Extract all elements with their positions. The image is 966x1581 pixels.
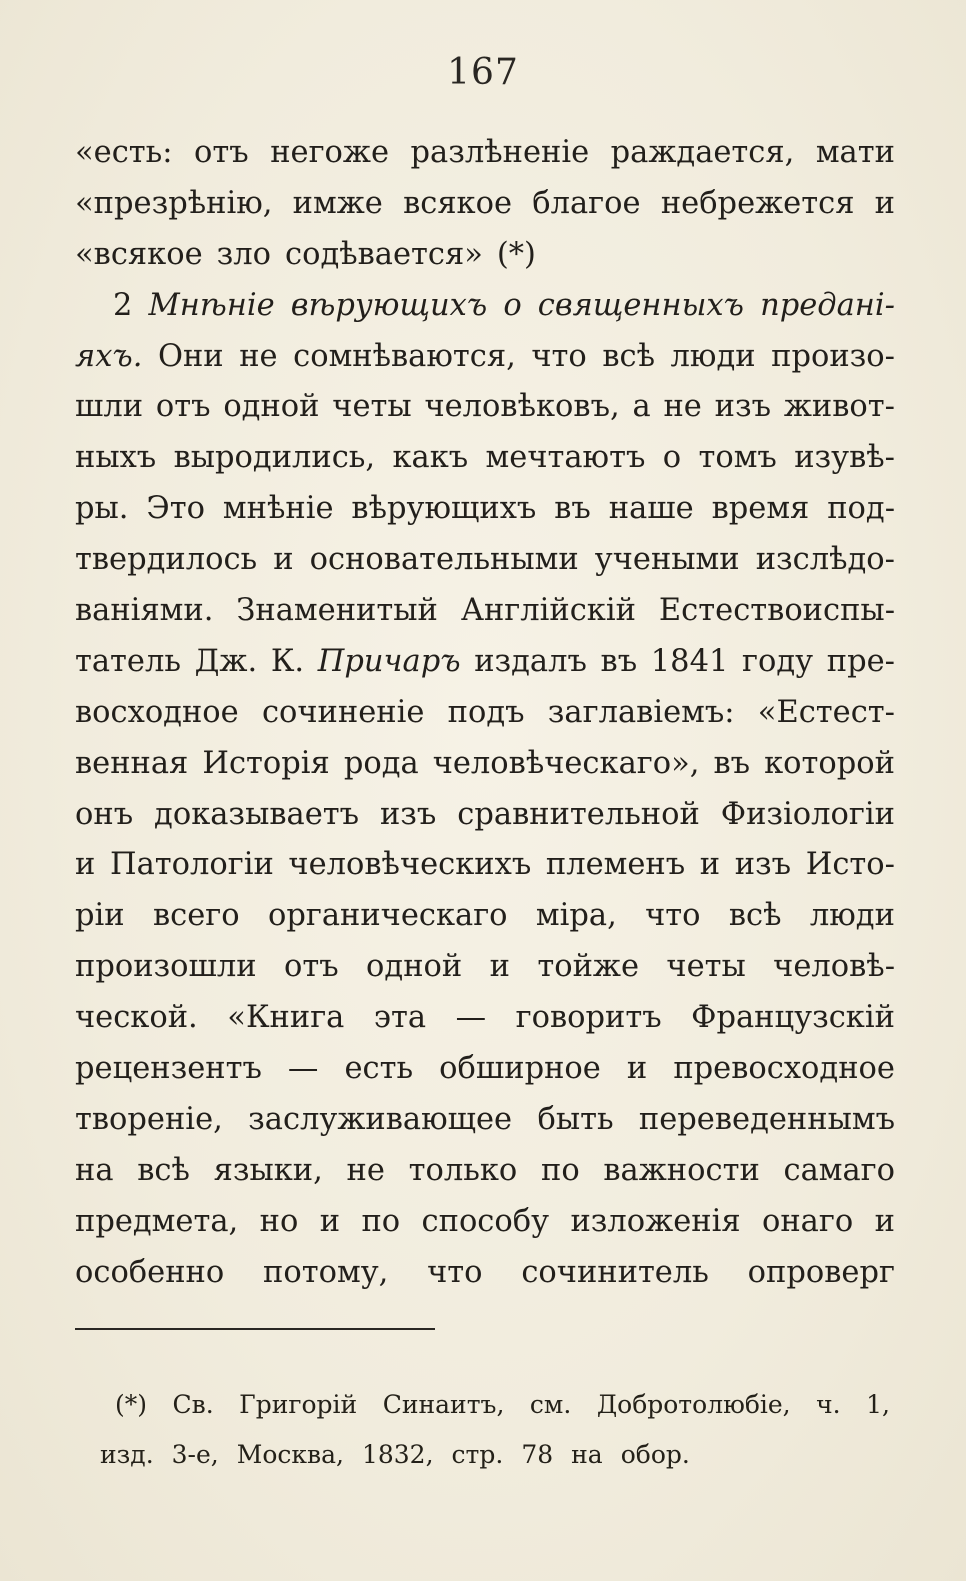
word: томъ [698, 440, 777, 476]
word: восходное [75, 694, 239, 730]
word: самаго [783, 1152, 895, 1188]
footnote-word: обор. [620, 1440, 690, 1469]
text-line [75, 1146, 895, 1197]
word: что [645, 898, 701, 934]
word: всѣ [728, 898, 782, 934]
word: Они [157, 338, 224, 374]
word: рецензентъ [75, 1051, 262, 1087]
word: священныхъ [537, 287, 744, 323]
footnote-word: 1, [866, 1390, 890, 1419]
word: но [259, 1203, 299, 1239]
footnote-word: ч. [816, 1390, 841, 1419]
word: твердилось [75, 542, 258, 578]
word: изъ [734, 847, 792, 883]
text-line [75, 535, 895, 586]
word: К. [270, 643, 305, 679]
text-line [75, 281, 895, 332]
footnotes [100, 1380, 890, 1480]
word: языки, [213, 1152, 323, 1188]
footnote-word: Добротолюбіе, [596, 1390, 791, 1419]
footnote-word: Синаитъ, [382, 1390, 505, 1419]
word: благое [532, 185, 641, 221]
footnote-line [100, 1430, 890, 1480]
word: на [75, 1152, 114, 1188]
footnote-word: Св. [172, 1390, 214, 1419]
word: твореніе, [75, 1101, 223, 1137]
word: имже [292, 185, 383, 221]
text-line [75, 128, 895, 179]
word: отъ [284, 949, 339, 985]
word: Французскій [691, 1000, 895, 1036]
word: превосходное [673, 1051, 895, 1087]
word: о [503, 287, 522, 323]
text-line [75, 179, 895, 230]
word: человѣ- [773, 949, 895, 985]
word: разлѣненіе [410, 135, 590, 170]
word: Исторія [202, 745, 330, 781]
text-line [75, 790, 895, 841]
word: зло [216, 236, 272, 272]
word: изъ [379, 796, 437, 832]
word: въ [600, 643, 638, 679]
word: какъ [392, 440, 469, 476]
word: подъ [447, 694, 525, 730]
text-line [75, 637, 895, 688]
word: сочиненіе [261, 694, 425, 730]
text-line [75, 1248, 895, 1299]
word: и [626, 1051, 648, 1087]
footnote-word: 78 [521, 1440, 554, 1469]
footnote-word: Григорій [239, 1390, 358, 1419]
word: мати [815, 135, 895, 170]
word: есть [344, 1051, 414, 1087]
word: ваніями. [75, 593, 214, 629]
word: четы [666, 949, 746, 985]
word: по [540, 1152, 580, 1188]
word: всего [152, 898, 240, 934]
word: Англійскій [460, 593, 636, 629]
text-line [75, 1095, 895, 1146]
word: и [489, 949, 510, 985]
word: онъ [75, 796, 134, 832]
text-line [75, 230, 895, 281]
word: отъ [194, 135, 249, 170]
word: отъ [155, 389, 211, 425]
footnote-word: см. [529, 1390, 572, 1419]
word: раждается, [610, 135, 795, 170]
word: всѣ [137, 1152, 190, 1188]
word: что [531, 338, 587, 374]
word: и [319, 1203, 341, 1239]
word: обширное [439, 1051, 601, 1087]
word: пре- [826, 643, 895, 679]
word: рода [343, 745, 419, 781]
word: особенно [75, 1254, 225, 1290]
text-line [75, 1197, 895, 1248]
word: 1841 [650, 643, 729, 679]
word: предані- [760, 287, 895, 323]
word: Физіологіи [720, 796, 895, 832]
word: человѣческихъ [288, 847, 532, 883]
footnote-line [100, 1380, 890, 1430]
word: ріи [75, 898, 125, 934]
word: племенъ [545, 847, 686, 883]
footnote-word: 3-е, [171, 1440, 219, 1469]
text-line [75, 433, 895, 484]
word: Естествоиспы- [658, 593, 895, 629]
word: изслѣдо- [755, 542, 895, 578]
word: міра, [535, 898, 617, 934]
word: Причаръ [317, 643, 461, 679]
footnote-word: изд. [100, 1440, 154, 1469]
word: вѣрующихъ [290, 287, 488, 323]
word: люди [809, 898, 895, 934]
word: быть [537, 1101, 614, 1137]
footnote-word: (*) [115, 1390, 148, 1419]
word: переведеннымъ [638, 1101, 895, 1137]
word: человѣческаго», [432, 745, 700, 781]
word: Дж. [194, 643, 258, 679]
word: венная [75, 745, 189, 781]
word: только [408, 1152, 518, 1188]
word: люди [670, 338, 756, 374]
word: произошли [75, 949, 257, 985]
text-line [75, 993, 895, 1044]
word: под- [827, 491, 895, 527]
word: сомнѣваются, [293, 338, 516, 374]
word: и [874, 1203, 895, 1239]
word: ныхъ [75, 440, 157, 476]
word: яхъ. [75, 338, 143, 374]
word: а [632, 389, 651, 425]
word: заглавіемъ: [547, 694, 735, 730]
word: одной [223, 389, 320, 425]
word: сравнительной [457, 796, 700, 832]
word: и [273, 542, 294, 578]
body-text [75, 128, 895, 1298]
word: сочинитель [521, 1254, 709, 1290]
text-line [75, 739, 895, 790]
word: «Естест- [757, 694, 895, 730]
word: изложенія [570, 1203, 741, 1239]
word: Это [146, 491, 205, 527]
text-line [75, 840, 895, 891]
word: Знаменитый [236, 593, 438, 629]
word: произо- [771, 338, 895, 374]
word: эта [373, 1000, 427, 1036]
word: ры. [75, 491, 129, 527]
word: по [361, 1203, 401, 1239]
text-line [75, 891, 895, 942]
word: не [663, 389, 702, 425]
word: о [662, 440, 682, 476]
word: «Книга [227, 1000, 345, 1036]
word: всѣ [602, 338, 655, 374]
word: (*) [496, 236, 536, 272]
word: и [699, 847, 721, 883]
page-number: 167 [447, 52, 519, 93]
word: мнѣніе [222, 491, 334, 527]
word: говоритъ [515, 1000, 662, 1036]
word: потому, [263, 1254, 389, 1290]
word: и [874, 185, 895, 221]
word: предмета, [75, 1203, 239, 1239]
word: выродились, [173, 440, 376, 476]
word: учеными [594, 542, 740, 578]
word: мечтаютъ [485, 440, 646, 476]
footnote-word: на [571, 1440, 603, 1469]
word: Мнѣніе [148, 287, 275, 323]
word: доказываетъ [154, 796, 360, 832]
text-line [75, 332, 895, 383]
word: способу [421, 1203, 550, 1239]
word: и [75, 847, 96, 883]
word: тойже [537, 949, 640, 985]
word: не [239, 338, 278, 374]
word: — [455, 1000, 487, 1036]
word: опроверг [747, 1254, 895, 1290]
word: не [346, 1152, 385, 1188]
footnote-word: стр. [451, 1440, 504, 1469]
word: небрежется [660, 185, 855, 221]
text-line [75, 382, 895, 433]
word: органическаго [267, 898, 508, 934]
word: Исто- [805, 847, 895, 883]
text-line [75, 1044, 895, 1095]
word: негоже [270, 135, 390, 170]
word: въ [554, 491, 591, 527]
word: въ [713, 745, 751, 781]
footnote-rule [75, 1328, 435, 1330]
word: человѣковъ, [424, 389, 620, 425]
word: которой [764, 745, 895, 781]
word: издалъ [474, 643, 587, 679]
word: изъ [714, 389, 772, 425]
word: живот- [783, 389, 895, 425]
word: Патологіи [109, 847, 274, 883]
word: изувѣ- [794, 440, 895, 476]
footnote-word: 1832, [361, 1440, 434, 1469]
text-line [75, 586, 895, 637]
text-line [75, 942, 895, 993]
word: ческой. [75, 1000, 198, 1036]
word: шли [75, 389, 144, 425]
word: татель [75, 643, 181, 679]
word: одной [366, 949, 463, 985]
word: онаго [761, 1203, 854, 1239]
footnote-word: Москва, [236, 1440, 344, 1469]
word: четы [332, 389, 412, 425]
word: основательными [309, 542, 579, 578]
word: вѣрующихъ [351, 491, 537, 527]
word: — [287, 1051, 319, 1087]
word: году [742, 643, 814, 679]
word: что [427, 1254, 483, 1290]
text-line [75, 688, 895, 739]
word: 2 [113, 287, 133, 323]
word: «презрѣнію, [75, 185, 273, 221]
word: содѣвается» [285, 236, 483, 272]
text-line [75, 484, 895, 535]
word: время [711, 491, 810, 527]
word: «есть: [75, 135, 173, 170]
word: всякое [403, 185, 513, 221]
word: наше [608, 491, 694, 527]
word: важности [603, 1152, 760, 1188]
word: «всякое [75, 236, 203, 272]
word: заслуживающее [248, 1101, 513, 1137]
